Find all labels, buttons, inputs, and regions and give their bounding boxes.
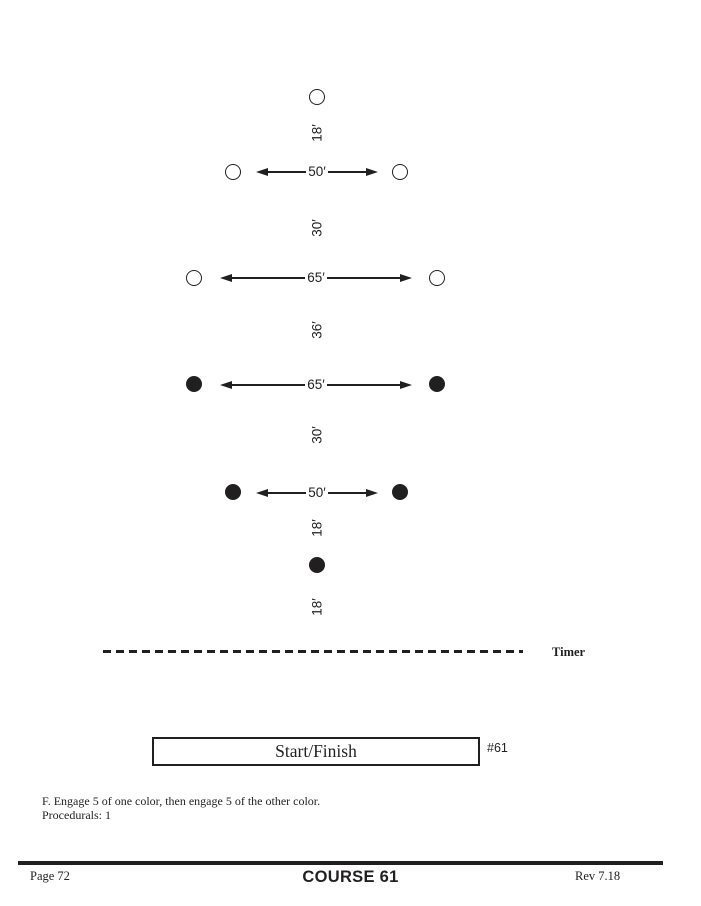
distance-label: 65′ xyxy=(307,376,325,392)
target-open-row3-left xyxy=(186,270,202,286)
page-number: Page 72 xyxy=(30,869,70,883)
course-title: COURSE 61 xyxy=(302,868,399,886)
arrow-line xyxy=(268,171,306,173)
arrowhead-left-icon xyxy=(256,168,268,176)
distance-label: 50′ xyxy=(308,484,326,500)
arrowhead-right-icon xyxy=(400,274,412,282)
distance-arrow-50-row5 xyxy=(256,485,378,501)
note-line-1: F. Engage 5 of one color, then engage 5 of the other color. xyxy=(42,794,321,808)
course-number: #61 xyxy=(487,741,508,755)
gap-label-30-1: 30′ xyxy=(309,219,325,237)
distance-arrow-65-row4 xyxy=(220,377,412,393)
gap-label-18-3: 18′ xyxy=(309,598,325,616)
arrow-line xyxy=(328,171,366,173)
gap-label-30-2: 30′ xyxy=(309,426,325,444)
distance-label: 65′ xyxy=(307,269,325,285)
arrowhead-left-icon xyxy=(256,489,268,497)
target-open-row3-right xyxy=(429,270,445,286)
revision-label: Rev 7.18 xyxy=(575,869,621,883)
arrow-line xyxy=(327,277,400,279)
distance-arrow-50-row2 xyxy=(256,164,378,180)
note-line-2: Procedurals: 1 xyxy=(42,807,111,822)
gap-label-18-2: 18′ xyxy=(309,519,325,537)
timer-label: Timer xyxy=(552,645,586,659)
start-finish-label: Start/Finish xyxy=(275,741,357,761)
arrowhead-left-icon xyxy=(220,274,232,282)
gap-label-18-1: 18′ xyxy=(309,124,325,142)
target-open-top-center xyxy=(309,89,325,105)
arrowhead-right-icon xyxy=(366,489,378,497)
target-filled-row4-right xyxy=(429,376,445,392)
start-finish-box xyxy=(152,737,480,766)
target-open-row2-left xyxy=(225,164,241,180)
arrow-line xyxy=(328,492,366,494)
arrow-line xyxy=(268,492,306,494)
target-open-row2-right xyxy=(392,164,408,180)
target-filled-row4-left xyxy=(186,376,202,392)
target-filled-row5-left xyxy=(225,484,241,500)
gap-label-36: 36′ xyxy=(309,321,325,339)
target-filled-row5-right xyxy=(392,484,408,500)
arrowhead-right-icon xyxy=(400,381,412,389)
timer-line xyxy=(103,650,523,653)
arrow-line xyxy=(232,277,305,279)
arrow-line xyxy=(327,384,400,386)
arrowhead-right-icon xyxy=(366,168,378,176)
target-filled-bottom-center xyxy=(309,557,325,573)
distance-label: 50′ xyxy=(308,163,326,179)
distance-arrow-65-row3 xyxy=(220,270,412,286)
arrow-line xyxy=(232,384,305,386)
footer-rule xyxy=(18,861,663,865)
course-notes xyxy=(42,795,320,822)
arrowhead-left-icon xyxy=(220,381,232,389)
